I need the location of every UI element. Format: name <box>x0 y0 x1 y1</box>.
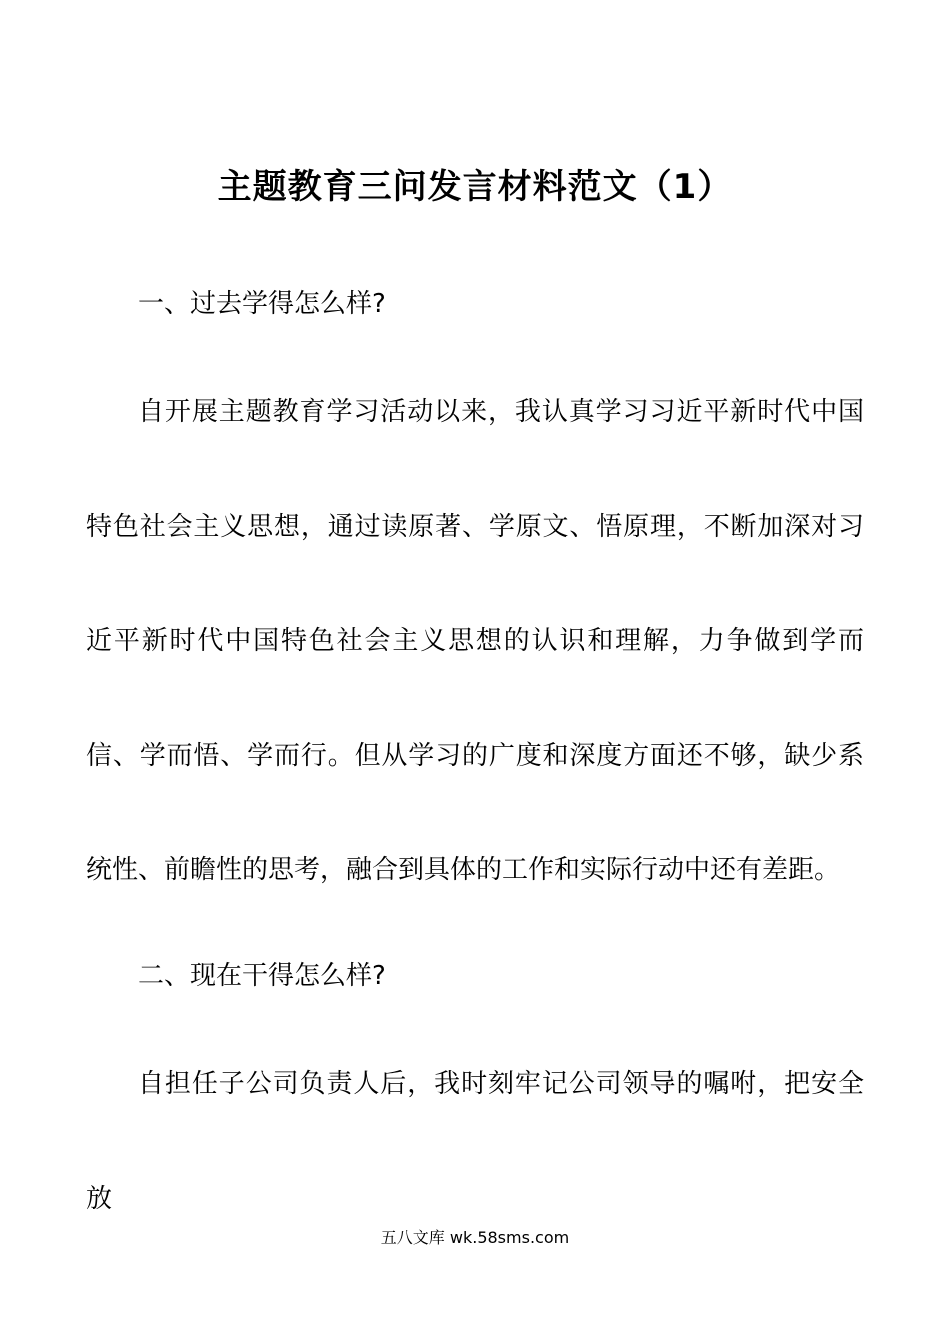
section-paragraph-2: 自担任子公司负责人后，我时刻牢记公司领导的嘱咐，把安全放 <box>86 1069 864 1214</box>
section-heading-1: 一、过去学得怎么样? <box>138 289 386 319</box>
document-title: 主题教育三问发言材料范文（1） <box>217 167 733 207</box>
section-heading-2: 二、现在干得怎么样? <box>138 961 386 991</box>
footer-watermark: 五八文库 wk.58sms.com <box>380 1228 570 1247</box>
section-paragraph-1: 自开展主题教育学习活动以来，我认真学习习近平新时代中国特色社会主义思想，通过读原著、学原文、悟原理，不断加深对习近平新时代中国特色社会主义思想的认识和理解，力争做到学而信、学而悟、学而行。但从学习的广度和深度方面还不够，缺少系统性、前瞻性的思考，融合到具体的工作和实际行动中还有差距。 <box>86 397 864 885</box>
